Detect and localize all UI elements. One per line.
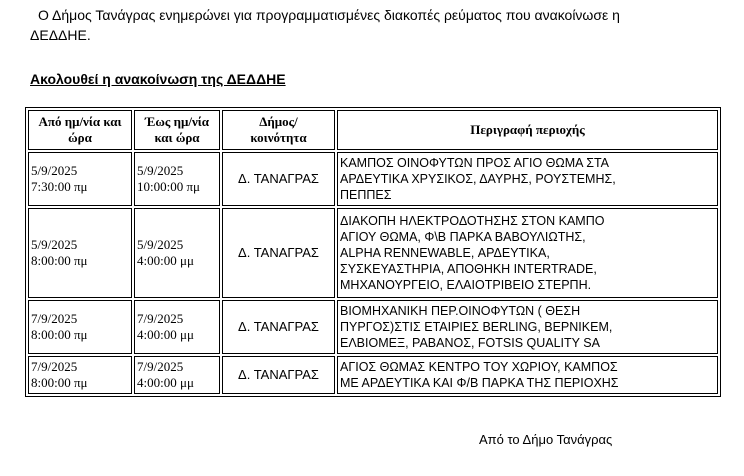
from-cell: 7/9/2025 8:00:00 πμ [28, 356, 132, 394]
intro-paragraph [30, 5, 720, 45]
header-municipality: Δήμος/ κοινότητα [222, 110, 335, 150]
to-cell: 7/9/2025 4:00:00 μμ [134, 356, 220, 394]
description-cell: ΔΙΑΚΟΠΗ ΗΛΕΚΤΡΟΔΟΤΗΣΗΣ ΣΤΟΝ ΚΑΜΠΟ ΑΓΙΟΥ ΘΩΜΑ, Φ\Β ΠΑΡΚΑ ΒΑΒΟΥΛΙΩΤΗΣ, ALPHA RENNEWABLE, ΑΡΔΕΥΤΙΚΑ, ΣΥΣΚΕΥΑΣΤΗΡΙΑ, ΑΠΟΘΗΚΗ INTERTRADE, ΜΗΧΑΝΟΥΡΓΕΙΟ, ΕΛΑΙΟΤΡΙΒΕΙΟ ΣΤΕΡΠΗ. [337, 208, 718, 298]
description-cell: ΚΑΜΠΟΣ ΟΙΝΟΦΥΤΩΝ ΠΡΟΣ ΑΓΙΟ ΘΩΜΑ ΣΤΑ ΑΡΔΕΥΤΙΚΑ ΧΡΥΣΙΚΟΣ, ΔΑΥΡΗΣ, ΡΟΥΣΤΕΜΗΣ, ΠΕΠΠΕΣ [337, 152, 718, 206]
municipality-cell: Δ. ΤΑΝΑΓΡΑΣ [222, 300, 335, 354]
intro-line-1: Ο Δήμος Τανάγρας ενημερώνει για προγραμματισμένες διακοπές ρεύματος που ανακοίνωσε η [38, 7, 620, 23]
header-description: Περιγραφή περιοχής [337, 110, 718, 150]
description-cell: ΑΓΙΟΣ ΘΩΜΑΣ ΚΕΝΤΡΟ ΤΟΥ ΧΩΡΙΟΥ, ΚΑΜΠΟΣ ΜΕ ΑΡΔΕΥΤΙΚΑ ΚΑΙ Φ/Β ΠΑΡΚΑ ΤΗΣ ΠΕΡΙΟΧΗΣ [337, 356, 718, 394]
to-cell: 7/9/2025 4:00:00 μμ [134, 300, 220, 354]
table-row [28, 152, 718, 206]
table-row [28, 356, 718, 394]
header-from: Από ημ/νία και ώρα [28, 110, 132, 150]
table-row [28, 208, 718, 298]
header-to: Έως ημ/νία και ώρα [134, 110, 220, 150]
to-cell: 5/9/2025 4:00:00 μμ [134, 208, 220, 298]
to-cell: 5/9/2025 10:00:00 πμ [134, 152, 220, 206]
outage-table [25, 107, 721, 397]
signoff: Από το Δήμο Τανάγρας [479, 432, 613, 447]
municipality-cell: Δ. ΤΑΝΑΓΡΑΣ [222, 152, 335, 206]
from-cell: 5/9/2025 7:30:00 πμ [28, 152, 132, 206]
municipality-cell: Δ. ΤΑΝΑΓΡΑΣ [222, 208, 335, 298]
from-cell: 7/9/2025 8:00:00 πμ [28, 300, 132, 354]
table-row [28, 300, 718, 354]
table-header-row [28, 110, 718, 150]
announcement-heading: Ακολουθεί η ανακοίνωση της ΔΕΔΔΗΕ [30, 71, 286, 87]
from-cell: 5/9/2025 8:00:00 πμ [28, 208, 132, 298]
municipality-cell: Δ. ΤΑΝΑΓΡΑΣ [222, 356, 335, 394]
intro-line-2: ΔΕΔΔΗΕ. [30, 27, 91, 43]
description-cell: ΒΙΟΜΗΧΑΝΙΚΗ ΠΕΡ.ΟΙΝΟΦΥΤΩΝ ( ΘΕΣΗ ΠΥΡΓΟΣ)ΣΤΙΣ ΕΤΑΙΡΙΕΣ BERLING, ΒΕΡΝΙΚΕΜ, ΕΛΒΙΟΜΕΞ, ΡΑΒΑΝΟΣ, FOTSIS QUALITY SA [337, 300, 718, 354]
